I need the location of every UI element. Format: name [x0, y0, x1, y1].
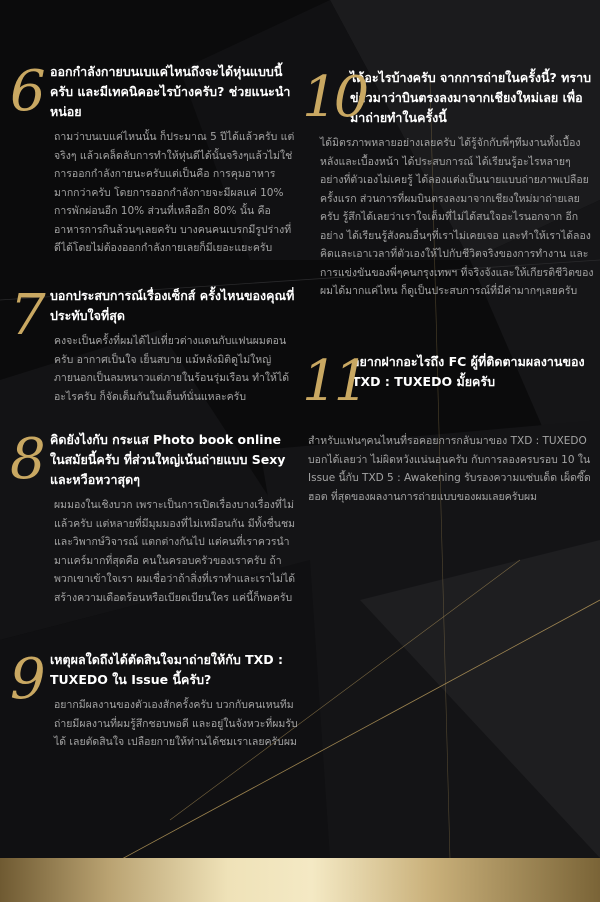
- answer-text: ได้มิตรภาพหลายอย่างเลยครับ ได้รู้จักกับพี่ๆทีมงานทั้งเบื้องหลังและเบื้องหน้า ได้ประสบการณ์ ได้เรียนรู้อะไรหลายๆอย่างที่ตัวเองไม่เคยรู้ ได้ลองแต่งเป็นนายแบบถ่ายภาพเปลือยครั้งแรก ส่วนการที่ผมบินตรงลงมาจากเชียงใหม่มาถ่ายเลยครับ รู้สึกได้เลยว่าเราใจเต็มที่ไม่ได้สนใจอะไรนอกจาก อีกอย่าง ได้เรียนรู้สังคมอื่นๆที่เราไม่เคยเจอ และทำให้เราได้ลองคิดและเอาเวลาที่ตัวเองให้ไปกับชีวิตจริงของการทำงาน และการแข่งขันของพี่ๆคนกรุงเทพฯ ที่จริงจังและให้เกียรติชีวิตของผมได้มากแค่ไหน ก็ดูเป็นประสบการณ์ที่มีค่ามากๆเลยครับ: [320, 137, 594, 297]
- question-text: ได้อะไรบ้างครับ จากการถ่ายในครั้งนี้? ทราบข่าวมาว่าบินตรงลงมาจากเชียงใหม่เลย เพื่อมาถ่ายทำในครั้งนี้: [350, 70, 592, 125]
- question-number: 10: [302, 65, 366, 130]
- question-text: บอกประสบการณ์เรื่องเซ็กส์ ครั้งไหนของคุณที่ประทับใจที่สุด: [50, 288, 295, 323]
- answer-text: คงจะเป็นครั้งที่ผมได้ไปเที่ยวต่างแดนกับแฟนผมตอนครับ อากาศเป็นใจ เย็นสบาย แม้หลังมิติดูไม่ใหญ่ ภายนอกเป็นลมหนาวแต่ภายในร้อนรุ่มเรือน ทำให้ได้อะไรครับ ก็จัดเต็มกันในเต็นท์นั่นแหละครับ: [54, 335, 290, 403]
- qa-item-9: [10, 647, 298, 752]
- question-number: 7: [10, 283, 42, 348]
- answer-text: อยากมีผลงานของตัวเองสักครั้งครับ บวกกับคนเหนทีมถ่ายมีผลงานที่ผมรู้สึกชอบพอดี และอยู่ในจังหวะที่ผมรับได้ เลยตัดสินใจ เปลือยกายให้ท่านได้ชมเราเลยครับผม: [54, 699, 298, 748]
- gold-footer-band: [0, 858, 600, 902]
- question-number: 11: [302, 349, 366, 414]
- question-number: 6: [10, 59, 42, 124]
- question-number: 8: [10, 427, 42, 492]
- answer-text: สำหรับแฟนๆคนไหนที่รอคอยการกลับมาของ TXD : TUXEDO บอกได้เลยว่า ไม่ผิดหวังแน่นอนครับ กับการลองครบรอบ 10 ใน Issue นี้กับ TXD 5 : Awakening รับรองความแซ่บเด็ด เผ็ดซี๊ดฮอต ที่สุดของผลงานการถ่ายแบบของผมเลยครับผม: [308, 435, 591, 503]
- question-text: ออกกำลังกายบนเบแค่ไหนถึงจะได้หุ่นแบบนี้ครับ และมีเทคนิคอะไรบ้างครับ? ช่วยแนะนำหน่อย: [50, 64, 291, 119]
- qa-item-6: [10, 59, 298, 258]
- qa-item-10: [302, 65, 594, 301]
- question-text: คิดยังไงกับ กระแส Photo book online ในสมัยนี้ครับ ที่ส่วนใหญ่เน้นถ่ายแบบ Sexy และหวือหวาสุดๆ: [50, 432, 286, 487]
- qa-item-7: [10, 283, 298, 406]
- question-text: อยากฝากอะไรถึง FC ผู้ที่ติดตามผลงานของ TXD : TUXEDO มั้ยครับ: [352, 354, 585, 389]
- question-text: เหตุผลใดถึงได้ตัดสินใจมาถ่ายให้กับ TXD : TUXEDO ใน Issue นี้ครับ?: [50, 652, 284, 687]
- answer-text: ผมมองในเชิงบวก เพราะเป็นการเปิดเรื่องบางเรื่องที่ไม่แล้วครับ แต่หลายที่มีมุมมองที่ไม่เหมือนกัน มีทั้งชื่นชมและวิพากษ์วิจารณ์ แตกต่างกันไป แต่คนที่เราควรนำมาแคร์มากที่สุดคือ คนในครอบครัวของเราครับ ถ้าพวกเขาเข้าใจเรา ผมเชื่อว่าถ้าสิ่งที่เราทำและเราไม่ได้สร้างความเดือดร้อนหรือเบียดเบียนใคร แค่นี้ก็พอครับ: [54, 499, 296, 604]
- qa-item-11: [302, 349, 594, 506]
- qa-item-8: [10, 427, 298, 607]
- question-number: 9: [10, 647, 42, 712]
- answer-text: ถามว่าบนเบแค่ไหนนั้น ก็ประมาณ 5 ปีได้แล้วครับ แต่จริงๆ แล้วเคล็ดลับการทำให้หุ่นดีได้นั้นจริงๆแล้วไม่ใช่การออกกำลังกายนะครับแต่เป็นคือ การคุมอาหาร มากกว่าครับ โดยการออกกำลังกายจะมีผลแค่ 10% การพักผ่อนอีก 10% ส่วนที่เหลืออีก 80% นั้น คือ อาหารการกินล้วนๆเลยครับ บางคนคนเบรกมีรูปร่างที่ดีได้โดยไม่ต้องออกกำลังกายเลยก็มีเยอะแยะครับ: [54, 131, 295, 254]
